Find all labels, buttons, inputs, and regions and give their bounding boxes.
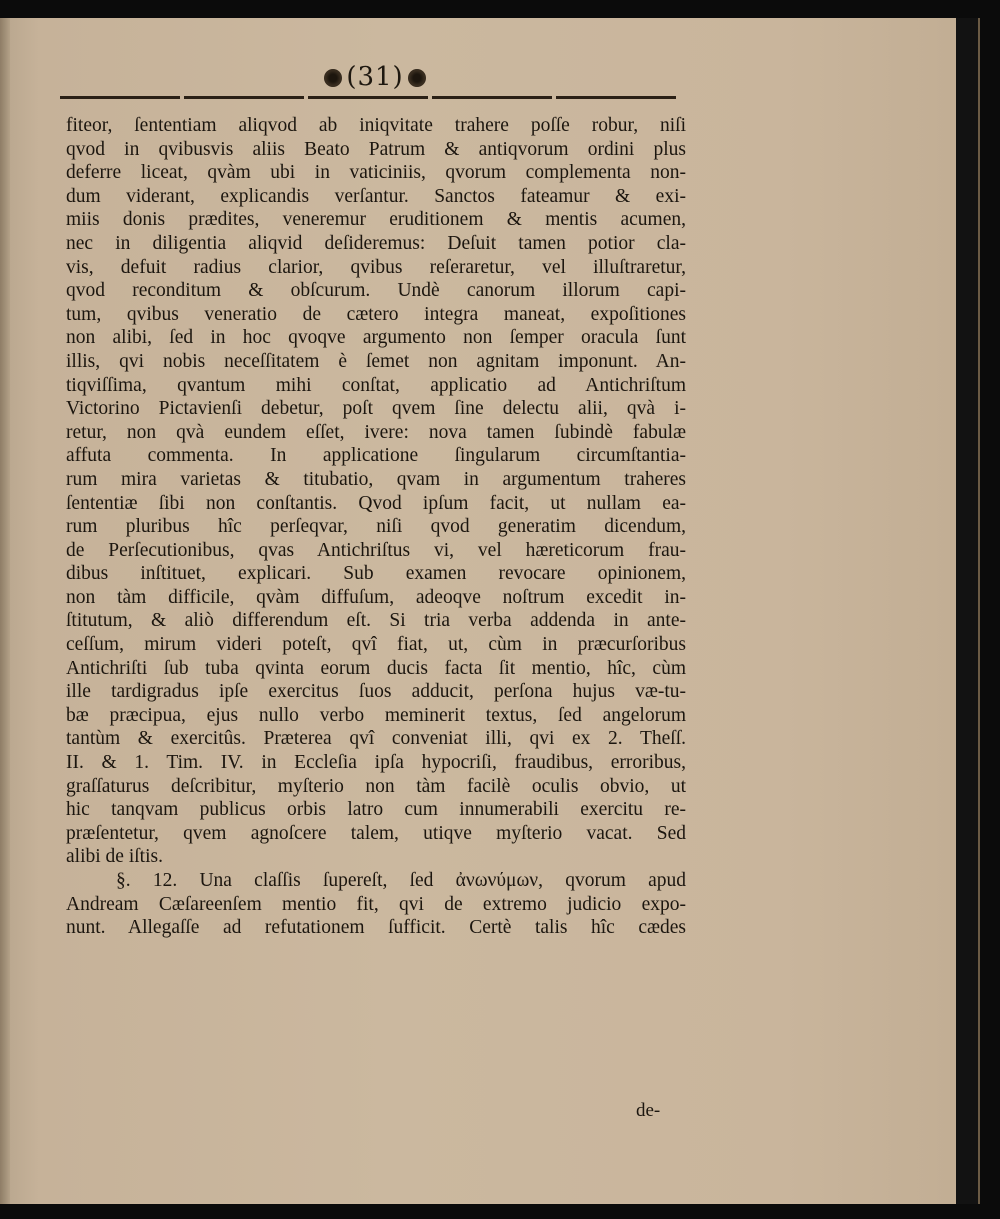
text-line: II. & 1. Tim. IV. in Eccleſia ipſa hypocriſi, fraudibus, erroribus, xyxy=(66,752,686,774)
right-ornament-icon xyxy=(408,69,426,87)
text-line: nec in diligentia aliqvid deſideremus: Deſuit tamen potior cla- xyxy=(66,232,686,254)
page-number: (31) xyxy=(346,62,404,92)
text-line: non alibi, ſed in hoc qvoqve argumento non ſemper oracula ſunt xyxy=(66,327,686,349)
left-ornament-icon xyxy=(324,69,342,87)
text-line: ille tardigradus ipſe exercitus ſuos adducit, perſona hujus væ-tu- xyxy=(66,681,686,703)
text-line: illis, qvi nobis neceſſitatem è ſemet non agnitam imponunt. An- xyxy=(66,350,686,372)
text-line: graſſaturus deſcribitur, myſterio non tàm facilè oculis obvio, ut xyxy=(66,775,686,797)
text-line: Victorino Pictavienſi debetur, poſt qvem ſine delectu alii, qvà i- xyxy=(66,398,686,420)
text-line: de Perſecutionibus, qvas Antichriſtus vi, vel hæreticorum frau- xyxy=(66,539,686,561)
text-line: miis donis prædites, veneremur eruditionem & mentis acumen, xyxy=(66,209,686,231)
text-line: tantùm & exercitûs. Præterea qvî conveniat illi, qvi ex 2. Theſſ. xyxy=(66,728,686,750)
text-line: vis, defuit radius clarior, qvibus reſeraretur, vel illuſtraretur, xyxy=(66,256,686,278)
binding-edge xyxy=(0,18,10,1204)
text-line: rum mira varietas & titubatio, qvam in argumentum traheres xyxy=(66,468,686,490)
book-page xyxy=(0,18,980,1204)
text-line: qvod reconditum & obſcurum. Undè canorum illorum capi- xyxy=(66,280,686,302)
text-line: tum, qvibus veneratio de cætero integra maneat, expoſitiones xyxy=(66,303,686,325)
text-line: qvod in qvibusvis aliis Beato Patrum & antiqvorum ordini plus xyxy=(66,138,686,160)
text-line: dibus inſtituet, explicari. Sub examen revocare opinionem, xyxy=(66,563,686,585)
text-line: præſentetur, qvem agnoſcere talem, utiqve myſterio vacat. Sed xyxy=(66,822,686,844)
text-line: affuta commenta. In applicatione ſingularum circumſtantia- xyxy=(66,445,686,467)
text-line: Antichriſti ſub tuba qvinta eorum ducis facta ſit mentio, hîc, cùm xyxy=(66,657,686,679)
text-line: dum viderant, explicandis verſantur. Sanctos fateamur & exi- xyxy=(66,185,686,207)
text-line: deferre liceat, qvàm ubi in vaticiniis, qvorum complementa non- xyxy=(66,162,686,184)
text-line: retur, non qvà eundem eſſet, ivere: nova tamen ſubindè fabulæ xyxy=(66,421,686,443)
text-line: nunt. Allegaſſe ad refutationem ſufficit. Certè talis hîc cædes xyxy=(66,917,686,939)
text-line: rum pluribus hîc perſeqvar, niſi qvod generatim dicendum, xyxy=(66,516,686,538)
text-line: alibi de iſtis. xyxy=(66,846,163,868)
page-number-wrapper xyxy=(310,62,440,92)
catchword: de- xyxy=(636,1100,661,1121)
body-text xyxy=(66,114,686,940)
text-line: ſtitutum, & aliò differendum eſt. Si tria verba addenda in ante- xyxy=(66,610,686,632)
text-line: fiteor, ſententiam aliqvod ab iniqvitate trahere poſſe robur, niſi xyxy=(66,115,686,136)
text-line: ſententiæ ſibi non conſtantis. Qvod ipſum facit, ut nullam ea- xyxy=(66,492,686,514)
text-line: non tàm difficile, qvàm diffuſum, adeoqve noſtrum excedit in- xyxy=(66,586,686,608)
text-line: ceſſum, mirum videri poteſt, qvî fiat, ut, cùm in præcurſoribus xyxy=(66,634,686,656)
text-line: Andream Cæſareenſem mentio fit, qvi de extremo judicio expo- xyxy=(66,893,686,915)
text-line: hic tanqvam publicus orbis latro cum innumerabili exercitu re- xyxy=(66,799,686,821)
header-rule xyxy=(60,96,680,99)
page-header xyxy=(60,56,680,104)
text-line: tiqviſſima, qvantum mihi conſtat, applicatio ad Antichriſtum xyxy=(66,374,686,396)
text-line: bæ præcipua, ejus nullo verbo meminerit textus, ſed angelorum xyxy=(66,704,686,726)
page-right-shadow xyxy=(956,18,978,1204)
paragraph-start-line: §. 12. Una claſſis ſupereſt, ſed ἀνωνύμων, qvorum apud xyxy=(116,870,686,891)
